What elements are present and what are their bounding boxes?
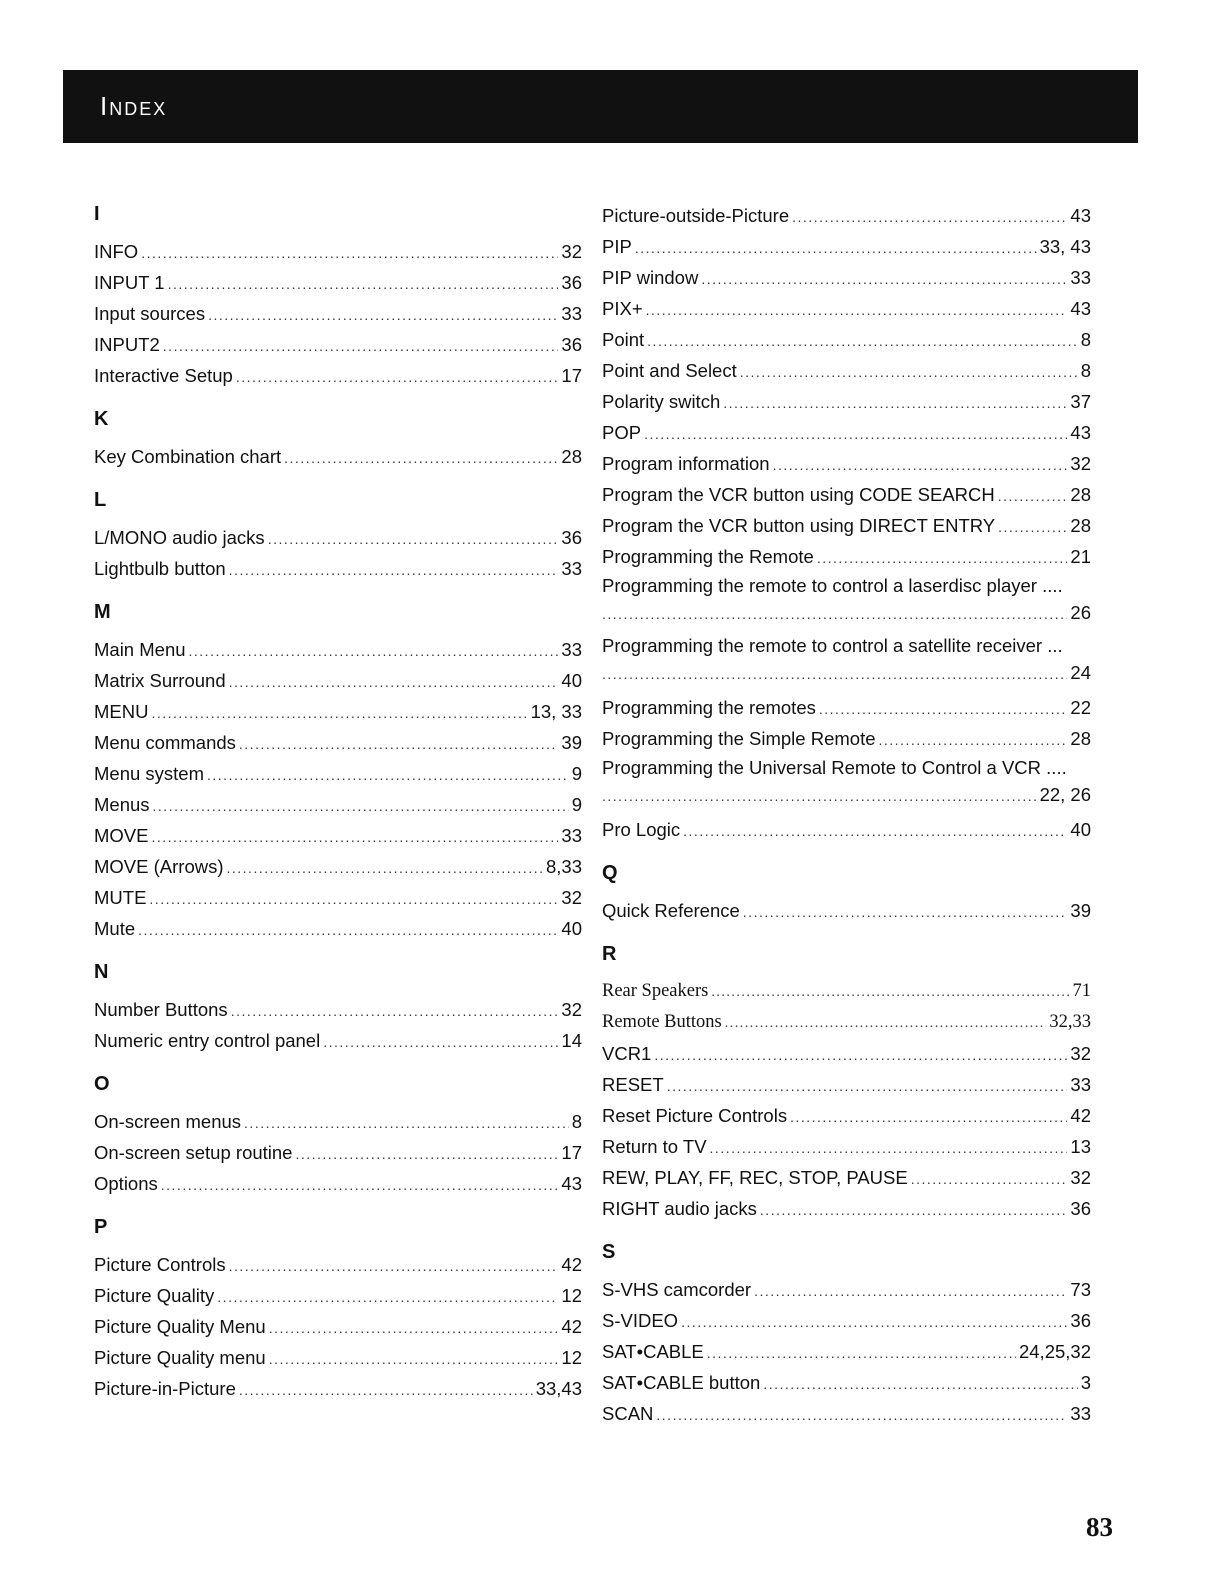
entry-page: 37: [1070, 391, 1091, 412]
dot-leader: [635, 233, 1037, 264]
index-entry: [94, 1342, 582, 1373]
entry-page: 17: [561, 365, 582, 386]
entry-page: 28: [1070, 728, 1091, 749]
entry-page: 32: [561, 999, 582, 1020]
entry-page: 33, 43: [1039, 236, 1091, 257]
entry-label: S-VIDEO: [602, 1310, 679, 1331]
entry-page: 13, 33: [530, 701, 582, 722]
dot-leader: [163, 331, 559, 362]
entry-page: 24: [1070, 662, 1091, 683]
entry-label: RESET: [602, 1074, 664, 1095]
entry-page: 24,25,32: [1018, 1341, 1091, 1362]
entry-label: INPUT2: [94, 334, 160, 355]
entry-page: 14: [561, 1030, 582, 1051]
entry-label: Programming the Simple Remote: [602, 728, 876, 749]
dot-leader: [239, 729, 559, 760]
index-entry: [94, 1373, 582, 1404]
entry-label: Programming the remotes: [602, 697, 816, 718]
entry-page: 21: [1070, 546, 1091, 567]
index-entry: [94, 727, 582, 758]
entry-page: 36: [1070, 1310, 1091, 1331]
entry-label: Program the VCR button using DIRECT ENTRY: [602, 515, 996, 536]
index-entry: [602, 386, 1091, 417]
index-entry: [602, 200, 1091, 231]
section-letter: L: [94, 489, 107, 511]
entry-page: 22, 26: [1039, 784, 1091, 805]
index-entry: [94, 1025, 582, 1056]
dot-leader: [602, 601, 1067, 628]
entry-page: 33: [561, 303, 582, 324]
entry-label: Programming the Remote: [602, 546, 814, 567]
index-entry: [602, 754, 1091, 810]
entry-label: MENU: [94, 701, 149, 722]
entry-label: Program the VCR button using CODE SEARCH: [602, 484, 995, 505]
index-entry: [602, 1100, 1091, 1131]
index-entry: [602, 1007, 1091, 1038]
section-letter: K: [94, 408, 109, 430]
index-entry: [94, 1168, 582, 1199]
entry-label: Point: [602, 329, 645, 350]
index-entry: [602, 355, 1091, 386]
index-entry: [94, 522, 582, 553]
entry-label: SAT•CABLE: [602, 1341, 704, 1362]
dot-leader: [295, 1139, 558, 1170]
entry-label: Lightbulb button: [94, 558, 226, 579]
entry-label: MOVE: [94, 825, 149, 846]
entry-page: 42: [561, 1254, 582, 1275]
entry-label: Return to TV: [602, 1136, 707, 1157]
dot-leader: [740, 357, 1078, 388]
entry-label: Point and Select: [602, 360, 737, 381]
entry-page: 39: [1070, 900, 1091, 921]
index-entry: [94, 696, 582, 727]
entry-label: Polarity switch: [602, 391, 721, 412]
entry-label: S-VHS camcorder: [602, 1279, 752, 1300]
section-letter: I: [94, 203, 100, 225]
dot-leader: [998, 512, 1067, 543]
dot-leader: [151, 822, 558, 853]
entry-page: 33: [561, 639, 582, 660]
dot-leader: [268, 524, 559, 555]
entry-page: 42: [1070, 1105, 1091, 1126]
index-entry: [602, 510, 1091, 541]
entry-page: 32: [561, 241, 582, 262]
entry-page: 71: [1072, 981, 1091, 1001]
index-entry: [602, 1398, 1091, 1429]
dot-leader: [817, 543, 1068, 574]
entry-page: 43: [1070, 422, 1091, 443]
dot-leader: [656, 1400, 1067, 1431]
index-entry: [602, 1038, 1091, 1069]
section-letter: R: [602, 943, 617, 965]
dot-leader: [725, 1008, 1047, 1039]
index-entry: [94, 267, 582, 298]
entry-page: 36: [561, 527, 582, 548]
entry-label: Matrix Surround: [94, 670, 226, 691]
right-index-column: [602, 200, 1091, 1429]
entry-page: 12: [561, 1285, 582, 1306]
entry-continuation: [602, 599, 1091, 628]
index-entry: [602, 479, 1091, 510]
entry-page: 40: [561, 670, 582, 691]
dot-leader: [683, 816, 1067, 847]
dot-leader: [269, 1344, 559, 1375]
entry-label: PIP: [602, 236, 632, 257]
entry-continuation: [602, 659, 1091, 688]
entry-page: 40: [1070, 819, 1091, 840]
section-letter: N: [94, 961, 109, 983]
index-entry: [94, 913, 582, 944]
dot-leader: [743, 897, 1068, 928]
dot-leader: [763, 1369, 1077, 1400]
entry-page: 12: [561, 1347, 582, 1368]
index-entry: [602, 262, 1091, 293]
entry-page: 43: [1070, 298, 1091, 319]
index-entry: [602, 448, 1091, 479]
entry-label: Menu commands: [94, 732, 236, 753]
dot-leader: [236, 362, 559, 393]
dot-leader: [792, 202, 1067, 233]
index-entry: [94, 758, 582, 789]
index-entry: [602, 723, 1091, 754]
dot-leader: [654, 1040, 1067, 1071]
entry-page: 28: [561, 446, 582, 467]
entry-page: 32: [1070, 453, 1091, 474]
entry-label: Quick Reference: [602, 900, 740, 921]
entry-page: 13: [1070, 1136, 1091, 1157]
entry-label: PIX+: [602, 298, 643, 319]
entry-label: SAT•CABLE button: [602, 1372, 761, 1393]
index-entry: [94, 236, 582, 267]
entry-page: 32,33: [1049, 1012, 1091, 1032]
index-entry: [602, 1162, 1091, 1193]
entry-page: 36: [1070, 1198, 1091, 1219]
index-entry: [602, 976, 1091, 1007]
entry-page: 40: [561, 918, 582, 939]
index-entry: [602, 541, 1091, 572]
dot-leader: [710, 1133, 1068, 1164]
index-entry: [602, 1131, 1091, 1162]
dot-leader: [138, 915, 558, 946]
entry-label: Mute: [94, 918, 136, 939]
index-entry: [94, 882, 582, 913]
index-entry: [602, 1367, 1091, 1398]
index-entry: [94, 553, 582, 584]
dot-leader: [153, 791, 569, 822]
index-entry: [94, 665, 582, 696]
entry-label: Remote Buttons: [602, 1012, 722, 1032]
entry-page: 26: [1070, 602, 1091, 623]
entry-page: 8,33: [545, 856, 582, 877]
index-entry: [602, 1336, 1091, 1367]
dot-leader: [207, 760, 569, 791]
dot-leader: [911, 1164, 1068, 1195]
dot-leader: [602, 661, 1067, 688]
entry-page: 3: [1080, 1372, 1091, 1393]
index-entry: [602, 1305, 1091, 1336]
dot-leader: [723, 388, 1067, 419]
entry-label: RIGHT audio jacks: [602, 1198, 757, 1219]
index-entry: [602, 324, 1091, 355]
dot-leader: [681, 1307, 1067, 1338]
entry-label: Programming the remote to control a laserdisc player ....: [602, 575, 1063, 596]
entry-page: 32: [561, 887, 582, 908]
entry-label: Interactive Setup: [94, 365, 233, 386]
entry-page: 39: [561, 732, 582, 753]
entry-page: 36: [561, 272, 582, 293]
entry-label: MOVE (Arrows): [94, 856, 224, 877]
entry-label: REW, PLAY, FF, REC, STOP, PAUSE: [602, 1167, 908, 1188]
entry-page: 43: [1070, 205, 1091, 226]
dot-leader: [647, 326, 1078, 357]
entry-page: 8: [571, 1111, 582, 1132]
index-entry: [602, 814, 1091, 845]
entry-page: 33,43: [535, 1378, 582, 1399]
dot-leader: [790, 1102, 1067, 1133]
entry-page: 28: [1070, 484, 1091, 505]
index-entry: [94, 441, 582, 472]
entry-label: Pro Logic: [602, 819, 681, 840]
entry-label: Programming the remote to control a satellite receiver ...: [602, 635, 1063, 656]
dot-leader: [141, 238, 558, 269]
index-entry: [94, 1311, 582, 1342]
page-title: Index: [100, 91, 168, 121]
dot-leader: [269, 1313, 559, 1344]
index-header-bar: [63, 70, 1138, 143]
entry-label: Picture-in-Picture: [94, 1378, 236, 1399]
entry-page: 28: [1070, 515, 1091, 536]
index-entry: [94, 994, 582, 1025]
section-letter: M: [94, 601, 111, 623]
dot-leader: [189, 636, 559, 667]
dot-leader: [998, 481, 1068, 512]
entry-page: 17: [561, 1142, 582, 1163]
index-entry: [94, 634, 582, 665]
entry-page: 36: [561, 334, 582, 355]
page-number: 83: [1086, 1512, 1113, 1542]
dot-leader: [149, 884, 558, 915]
index-entry: [94, 789, 582, 820]
dot-leader: [646, 295, 1068, 326]
entry-page: 33: [561, 558, 582, 579]
entry-page: 42: [561, 1316, 582, 1337]
entry-continuation: [602, 781, 1091, 810]
dot-leader: [208, 300, 558, 331]
entry-page: 33: [1070, 1074, 1091, 1095]
index-entry: [94, 1280, 582, 1311]
entry-label: POP: [602, 422, 642, 443]
dot-leader: [151, 698, 527, 729]
dot-leader: [227, 853, 543, 884]
entry-label: Reset Picture Controls: [602, 1105, 788, 1126]
dot-leader: [773, 450, 1068, 481]
index-entry: [602, 572, 1091, 628]
entry-label: Picture-outside-Picture: [602, 205, 790, 226]
entry-label: Main Menu: [94, 639, 186, 660]
entry-page: 9: [571, 794, 582, 815]
entry-label: Numeric entry control panel: [94, 1030, 321, 1051]
entry-label: Programming the Universal Remote to Control a VCR ....: [602, 757, 1067, 778]
entry-label: Number Buttons: [94, 999, 228, 1020]
dot-leader: [231, 996, 559, 1027]
entry-page: 22: [1070, 697, 1091, 718]
entry-page: 33: [1070, 1403, 1091, 1424]
dot-leader: [284, 443, 558, 474]
entry-page: 33: [1070, 267, 1091, 288]
dot-leader: [168, 269, 559, 300]
dot-leader: [644, 419, 1067, 450]
index-entry: [94, 1249, 582, 1280]
entry-label: On-screen menus: [94, 1111, 242, 1132]
index-entry: [602, 1193, 1091, 1224]
index-entry: [602, 293, 1091, 324]
dot-leader: [229, 1251, 559, 1282]
entry-label: Picture Quality: [94, 1285, 215, 1306]
dot-leader: [229, 667, 559, 698]
dot-leader: [244, 1108, 569, 1139]
entry-label: Picture Quality Menu: [94, 1316, 266, 1337]
entry-label: L/MONO audio jacks: [94, 527, 265, 548]
index-entry: [94, 329, 582, 360]
entry-label: Options: [94, 1173, 158, 1194]
entry-label: SCAN: [602, 1403, 654, 1424]
dot-leader: [229, 555, 559, 586]
index-entry: [94, 360, 582, 391]
entry-page: 32: [1070, 1043, 1091, 1064]
index-entry: [602, 417, 1091, 448]
dot-leader: [707, 1338, 1016, 1369]
dot-leader: [879, 725, 1068, 756]
section-letter: O: [94, 1073, 110, 1095]
entry-page: 73: [1070, 1279, 1091, 1300]
entry-label: Program information: [602, 453, 770, 474]
index-entry: [602, 895, 1091, 926]
dot-leader: [217, 1282, 558, 1313]
entry-label: On-screen setup routine: [94, 1142, 293, 1163]
dot-leader: [760, 1195, 1068, 1226]
dot-leader: [754, 1276, 1067, 1307]
dot-leader: [161, 1170, 559, 1201]
entry-label: INPUT 1: [94, 272, 165, 293]
index-entry: [602, 632, 1091, 688]
index-entry: [94, 298, 582, 329]
entry-page: 9: [571, 763, 582, 784]
entry-label: Picture Quality menu: [94, 1347, 266, 1368]
index-entry: [94, 1137, 582, 1168]
entry-label: Rear Speakers: [602, 981, 709, 1001]
entry-page: 32: [1070, 1167, 1091, 1188]
index-entry: [94, 851, 582, 882]
index-entry: [94, 820, 582, 851]
dot-leader: [819, 694, 1068, 725]
left-index-column: [94, 200, 582, 1404]
index-entry: [602, 1274, 1091, 1305]
section-letter: Q: [602, 862, 618, 884]
entry-label: Menus: [94, 794, 150, 815]
section-letter: P: [94, 1216, 108, 1238]
entry-page: 33: [561, 825, 582, 846]
index-entry: [94, 1106, 582, 1137]
entry-page: 8: [1080, 329, 1091, 350]
entry-label: PIP window: [602, 267, 699, 288]
entry-label: MUTE: [94, 887, 147, 908]
entry-label: VCR1: [602, 1043, 652, 1064]
index-entry: [602, 231, 1091, 262]
dot-leader: [711, 977, 1069, 1008]
entry-label: Key Combination chart: [94, 446, 282, 467]
entry-label: Input sources: [94, 303, 206, 324]
entry-label: Menu system: [94, 763, 205, 784]
entry-page: 8: [1080, 360, 1091, 381]
index-entry: [602, 692, 1091, 723]
index-entry: [602, 1069, 1091, 1100]
dot-leader: [667, 1071, 1068, 1102]
section-letter: S: [602, 1241, 616, 1263]
dot-leader: [239, 1375, 533, 1406]
entry-label: Picture Controls: [94, 1254, 226, 1275]
dot-leader: [701, 264, 1067, 295]
entry-label: INFO: [94, 241, 139, 262]
entry-page: 43: [561, 1173, 582, 1194]
dot-leader: [323, 1027, 558, 1058]
dot-leader: [602, 783, 1037, 810]
